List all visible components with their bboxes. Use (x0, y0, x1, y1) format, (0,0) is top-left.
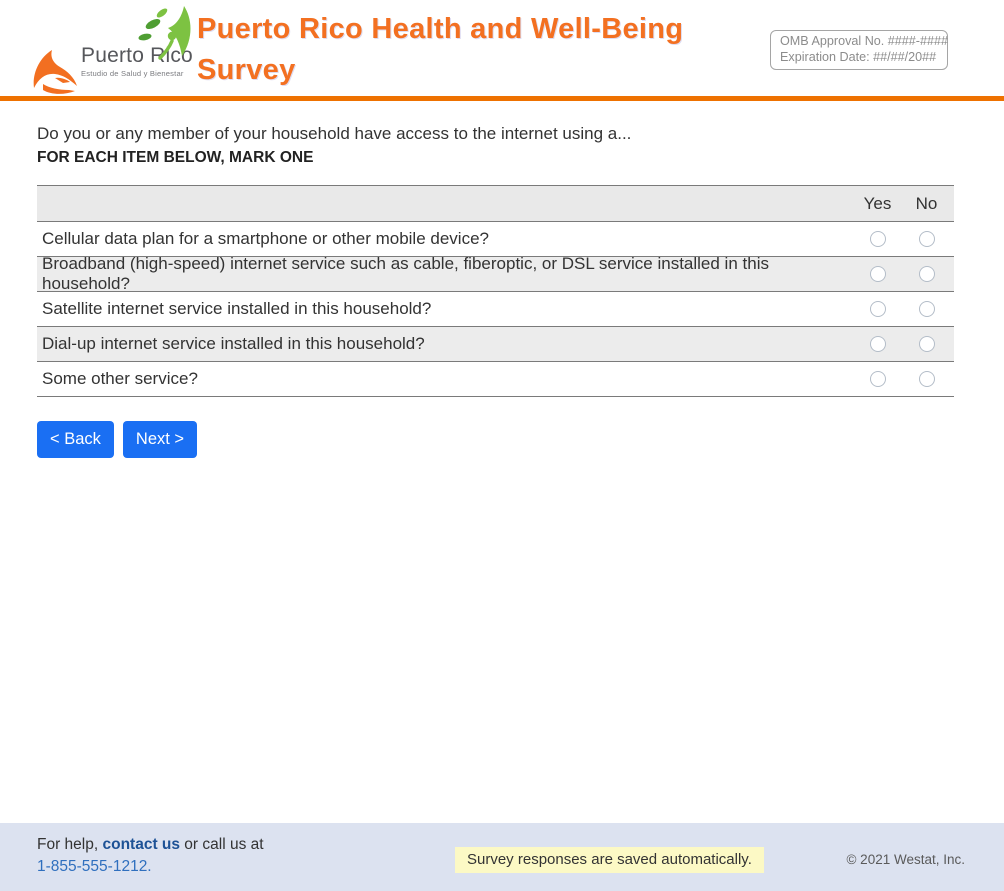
row-label: Cellular data plan for a smartphone or other mobile device? (42, 229, 489, 248)
radio-no[interactable] (919, 371, 935, 387)
help-text (37, 834, 264, 878)
next-button[interactable]: Next > (123, 421, 197, 458)
radio-no[interactable] (919, 301, 935, 317)
contact-us-link[interactable]: contact us (102, 836, 180, 853)
omb-approval-number: OMB Approval No. ####-#### (780, 34, 949, 48)
grid-header-row (37, 186, 954, 222)
radio-yes[interactable] (870, 301, 886, 317)
page-title-line1: Puerto Rico Health and Well-Being (197, 13, 684, 45)
row-label: Broadband (high-speed) internet service such as cable, fiberoptic, or DSL service installed in this household? (42, 254, 769, 293)
response-grid (37, 185, 954, 397)
survey-logo (33, 6, 191, 94)
radio-yes[interactable] (870, 231, 886, 247)
logo-subtitle: Estudio de Salud y Bienestar (81, 69, 184, 78)
autosave-notice: Survey responses are saved automatically. (455, 847, 764, 873)
radio-no[interactable] (919, 231, 935, 247)
footer (0, 823, 1004, 891)
nav-buttons (37, 421, 197, 458)
page-title (197, 9, 742, 91)
omb-approval-box (770, 30, 948, 70)
header (0, 0, 1004, 96)
leaves-icon (136, 6, 194, 62)
omb-expiration-date: Expiration Date: ##/##/20## (780, 49, 937, 64)
header-divider (0, 96, 1004, 101)
hand-icon (33, 50, 79, 94)
row-label: Satellite internet service installed in this household? (42, 299, 432, 318)
radio-yes[interactable] (870, 371, 886, 387)
page-title-line2: Survey (197, 54, 296, 86)
table-row (37, 292, 954, 327)
table-row (37, 254, 954, 293)
table-row (37, 327, 954, 362)
copyright: © 2021 Westat, Inc. (846, 852, 965, 867)
help-prefix: For help, (37, 836, 103, 853)
help-phone: 1-855-555-1212. (37, 858, 152, 875)
question-text: Do you or any member of your household have access to the internet using a... (37, 124, 632, 143)
table-row (37, 222, 954, 257)
row-label: Some other service? (42, 369, 198, 388)
column-header-yes: Yes (863, 193, 892, 213)
row-label: Dial-up internet service installed in this household? (42, 334, 425, 353)
radio-yes[interactable] (870, 336, 886, 352)
radio-no[interactable] (919, 336, 935, 352)
table-row (37, 362, 954, 397)
radio-no[interactable] (919, 266, 935, 282)
question-instruction: FOR EACH ITEM BELOW, MARK ONE (37, 149, 314, 166)
column-header-no: No (915, 193, 938, 213)
radio-yes[interactable] (870, 266, 886, 282)
back-button[interactable]: < Back (37, 421, 114, 458)
help-suffix: or call us at (180, 836, 264, 853)
logo-title: Puerto Rico (81, 44, 193, 67)
